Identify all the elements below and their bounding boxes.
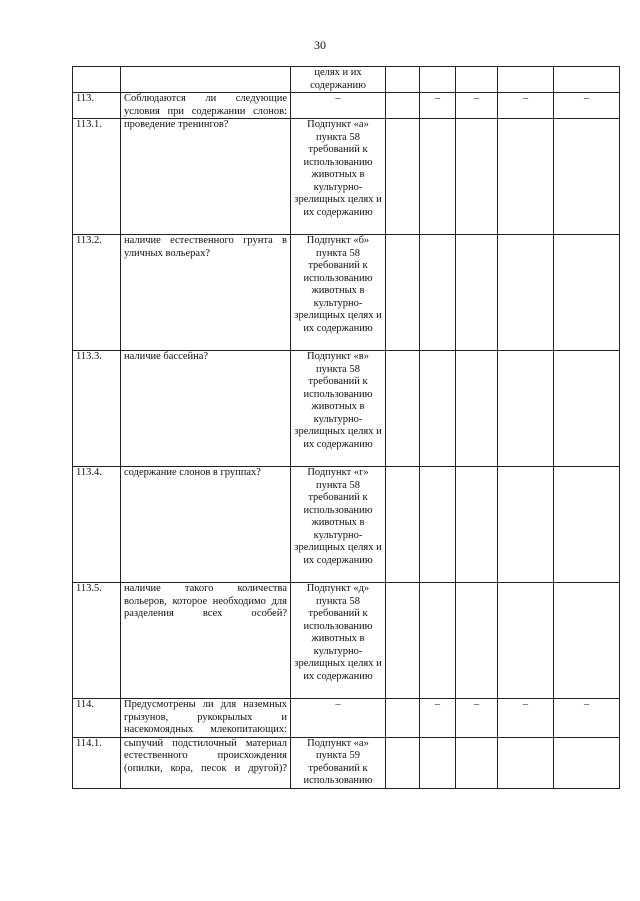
row-reference: целях и их содержанию	[291, 67, 386, 93]
row-number: 113.1.	[73, 119, 121, 235]
row-number: 113.	[73, 93, 121, 119]
table-row	[73, 737, 620, 788]
answer-cell	[498, 737, 554, 788]
answer-cell	[498, 351, 554, 467]
row-question: проведение тренингов?	[121, 119, 291, 235]
answer-dash: –	[420, 93, 456, 119]
answer-cell	[386, 235, 420, 351]
answer-cell	[420, 119, 456, 235]
row-number: 114.	[73, 699, 121, 738]
row-question	[121, 67, 291, 93]
answer-cell	[554, 467, 620, 583]
table-row	[73, 235, 620, 351]
table-row	[73, 67, 620, 93]
table-row	[73, 583, 620, 699]
answer-cell	[554, 737, 620, 788]
row-reference: –	[291, 93, 386, 119]
row-reference: Подпункт «а» пункта 59 требований к использованию	[291, 737, 386, 788]
answer-cell	[386, 737, 420, 788]
table-row	[73, 93, 620, 119]
answer-cell	[386, 93, 420, 119]
answer-dash: –	[498, 699, 554, 738]
answer-cell	[498, 119, 554, 235]
row-number: 113.5.	[73, 583, 121, 699]
answer-cell	[498, 467, 554, 583]
row-number: 113.3.	[73, 351, 121, 467]
answer-cell	[386, 699, 420, 738]
answer-cell	[498, 235, 554, 351]
answer-cell	[386, 67, 420, 93]
answer-cell	[386, 467, 420, 583]
answer-cell	[420, 67, 456, 93]
answer-cell	[498, 583, 554, 699]
row-question: содержание слонов в группах?	[121, 467, 291, 583]
answer-cell	[554, 351, 620, 467]
answer-dash: –	[498, 93, 554, 119]
answer-cell	[554, 235, 620, 351]
table-row	[73, 699, 620, 738]
answer-cell	[420, 737, 456, 788]
answer-cell	[456, 351, 498, 467]
row-question: наличие такого количества вольеров, которое необходимо для разделения всех особей?	[121, 583, 291, 699]
answer-dash: –	[554, 699, 620, 738]
answer-cell	[456, 67, 498, 93]
page-number: 30	[314, 38, 326, 52]
answer-cell	[420, 467, 456, 583]
table-row	[73, 467, 620, 583]
answer-cell	[386, 583, 420, 699]
row-question: сыпучий подстилочный материал естественного происхождения (опилки, кора, песок и другой)?	[121, 737, 291, 788]
answer-cell	[456, 467, 498, 583]
answer-cell	[456, 583, 498, 699]
row-reference: Подпункт «в» пункта 58 требований к использованию животных в культурно-зрелищных целях и их содержанию	[291, 351, 386, 467]
row-question: Предусмотрены ли для наземных грызунов, рукокрылых и насекомоядных млекопитающих:	[121, 699, 291, 738]
answer-dash: –	[420, 699, 456, 738]
answer-dash: –	[456, 699, 498, 738]
row-number: 113.4.	[73, 467, 121, 583]
row-reference: Подпункт «д» пункта 58 требований к использованию животных в культурно-зрелищных целях и их содержанию	[291, 583, 386, 699]
answer-cell	[554, 119, 620, 235]
answer-cell	[554, 583, 620, 699]
table-row	[73, 119, 620, 235]
row-number	[73, 67, 121, 93]
row-reference: –	[291, 699, 386, 738]
answer-dash: –	[554, 93, 620, 119]
answer-cell	[386, 119, 420, 235]
row-number: 114.1.	[73, 737, 121, 788]
answer-cell	[420, 351, 456, 467]
row-reference: Подпункт «б» пункта 58 требований к использованию животных в культурно-зрелищных целях и их содержанию	[291, 235, 386, 351]
answer-cell	[456, 737, 498, 788]
row-number: 113.2.	[73, 235, 121, 351]
answer-cell	[456, 235, 498, 351]
answer-dash: –	[456, 93, 498, 119]
checklist-table	[72, 66, 620, 789]
row-question: наличие естественного грунта в уличных вольерах?	[121, 235, 291, 351]
row-reference: Подпункт «г» пункта 58 требований к использованию животных в культурно-зрелищных целях и их содержанию	[291, 467, 386, 583]
answer-cell	[386, 351, 420, 467]
table-row	[73, 351, 620, 467]
row-question: наличие бассейна?	[121, 351, 291, 467]
row-reference: Подпункт «а» пункта 58 требований к использованию животных в культурно-зрелищных целях и их содержанию	[291, 119, 386, 235]
row-question: Соблюдаются ли следующие условия при содержании слонов:	[121, 93, 291, 119]
answer-cell	[420, 583, 456, 699]
answer-cell	[498, 67, 554, 93]
answer-cell	[554, 67, 620, 93]
answer-cell	[456, 119, 498, 235]
answer-cell	[420, 235, 456, 351]
